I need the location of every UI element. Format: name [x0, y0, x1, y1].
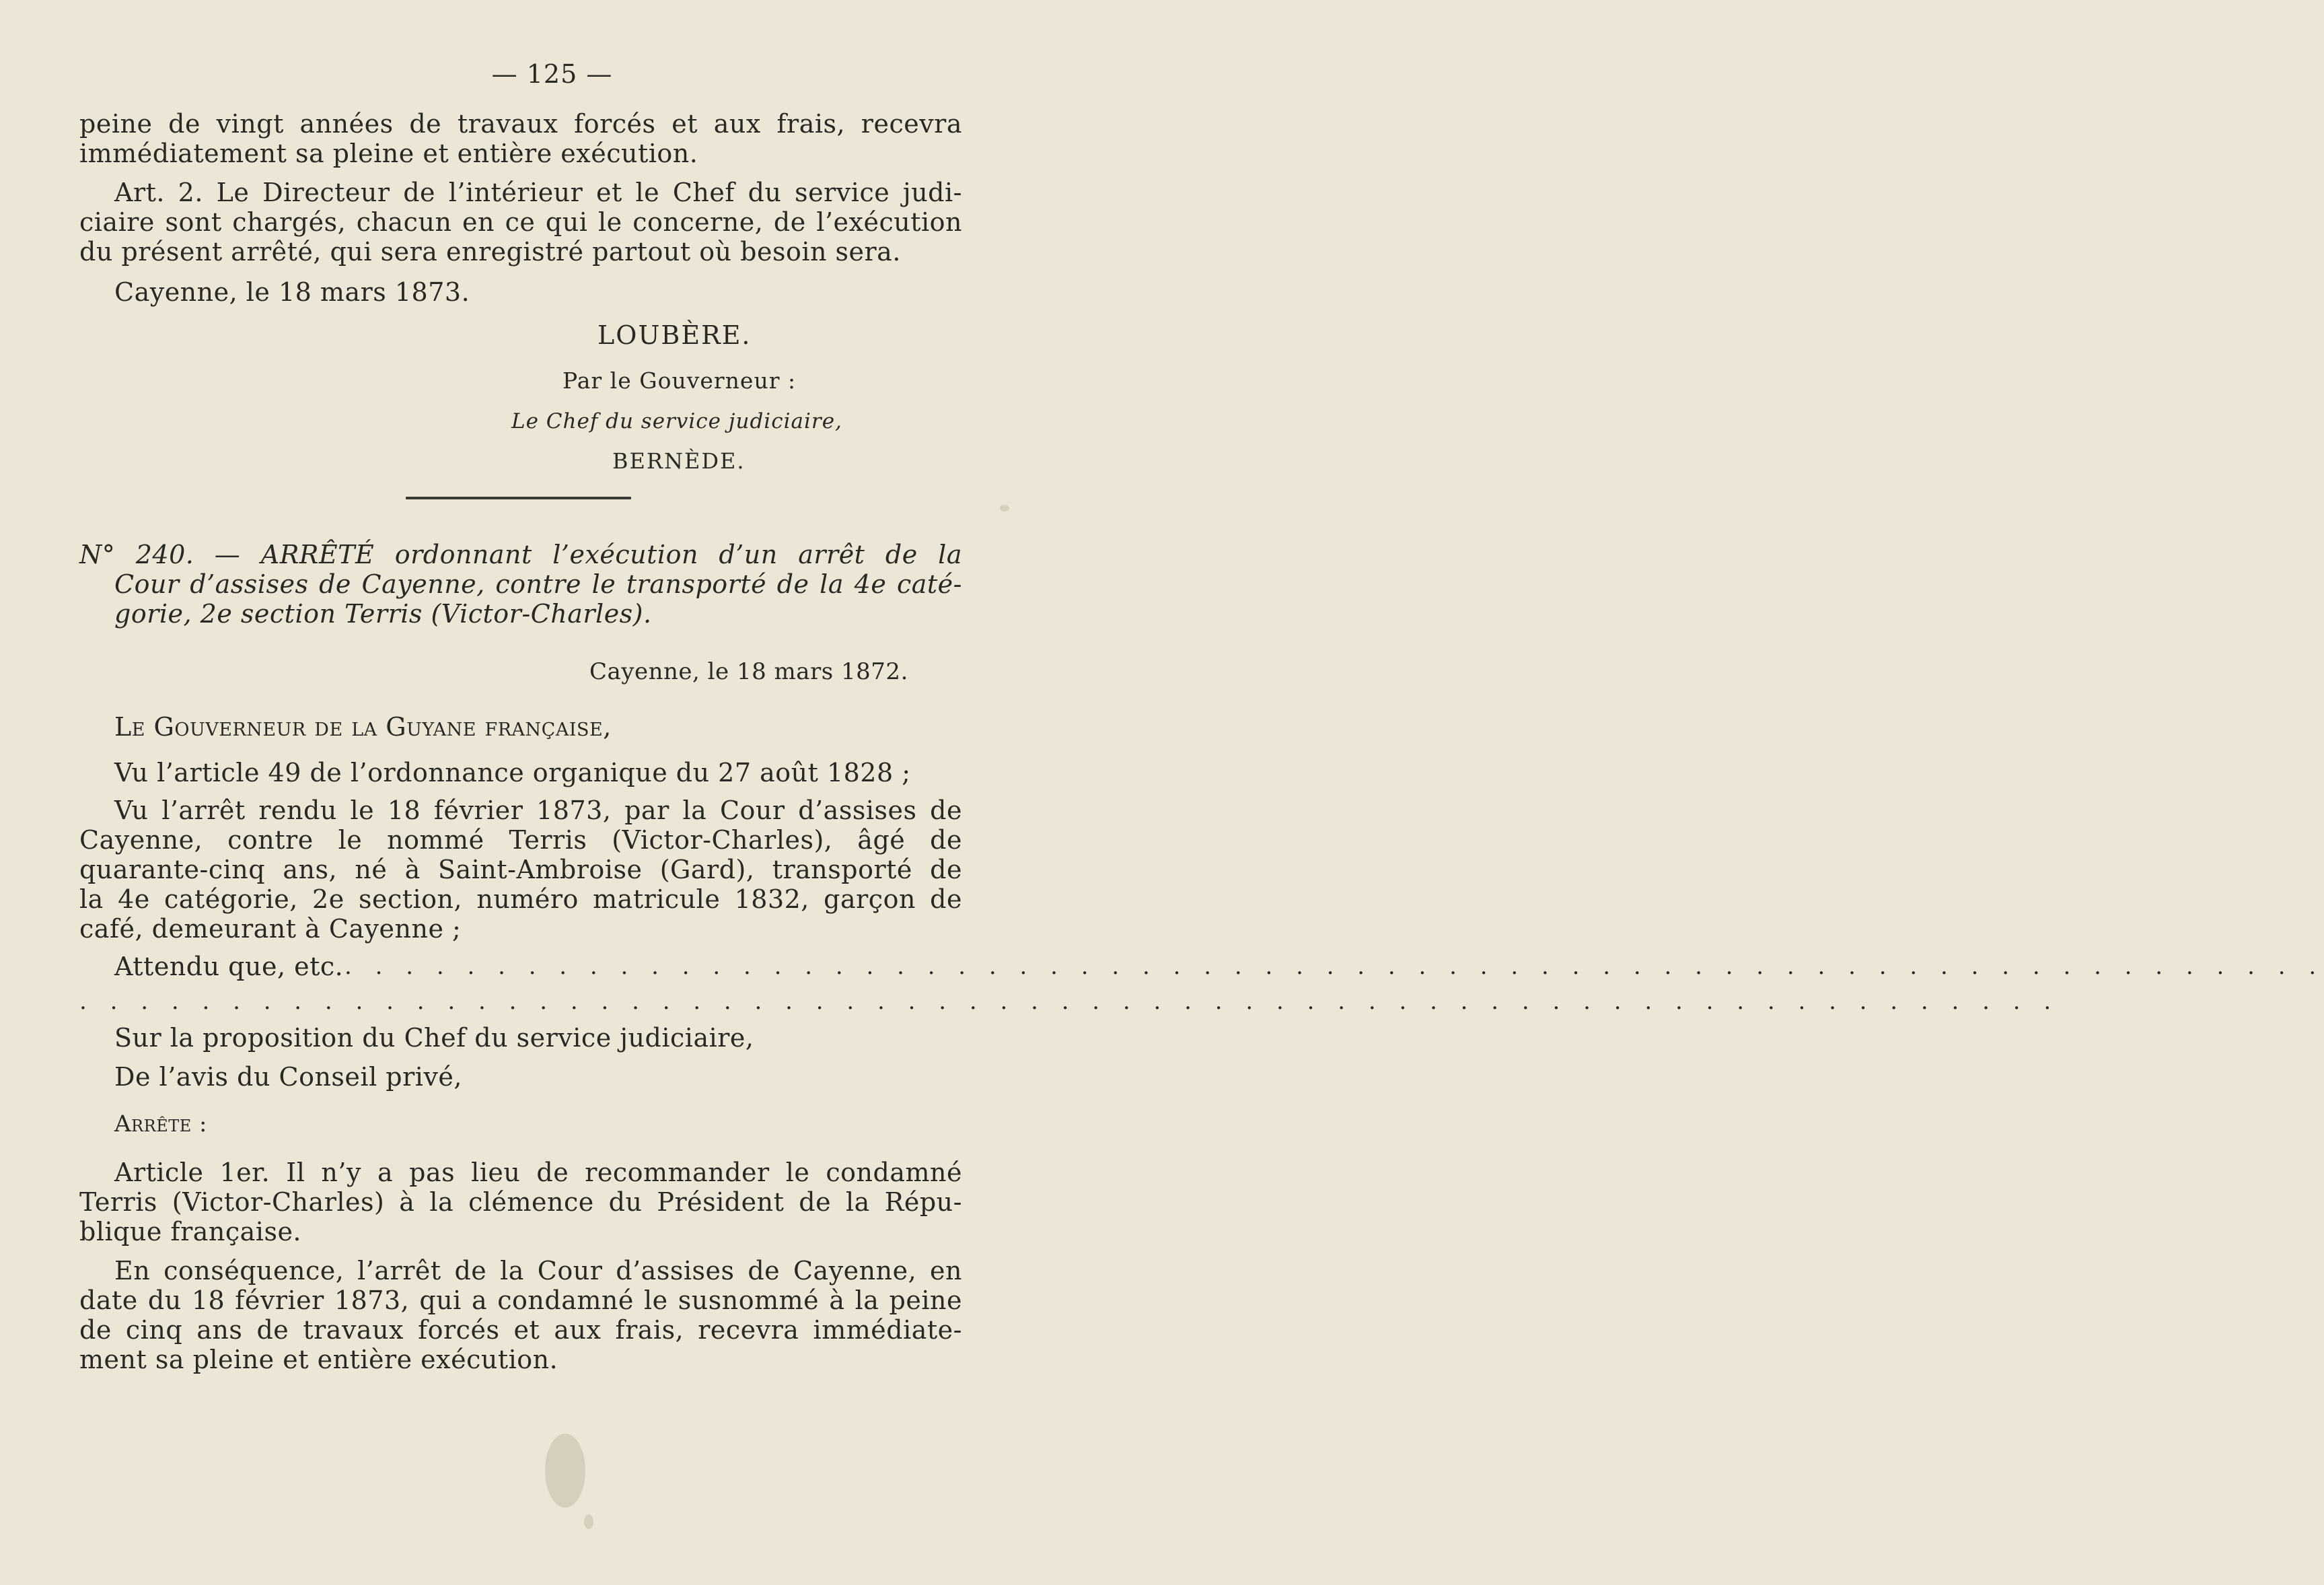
body-line: Sur la proposition du Chef du service judiciaire,	[114, 1023, 754, 1053]
signature-par-line: Par le Gouverneur :	[562, 367, 797, 394]
ellipsis-dots: . . . . . . . . . . . . . . . . . . . . . . . . . . . . . . . . . . . . . . . . . . . . . . . . . . . . . . . . . . . . . . . . .	[344, 953, 2324, 980]
decree-heading-line: gorie, 2e section Terris (Victor-Charles).	[114, 599, 652, 629]
text-line: du présent arrêté, qui sera enregistré partout où besoin sera.	[79, 237, 901, 267]
paper-stain	[1000, 505, 1009, 512]
place-date-line: Cayenne, le 18 mars 1873.	[114, 277, 470, 307]
body-line: café, demeurant à Cayenne ;	[79, 914, 462, 944]
body-line: quarante-cinq ans, né à Saint-Ambroise (Gard), transporté de	[79, 855, 962, 884]
page-number: — 125 —	[491, 59, 613, 89]
body-line: Terris (Victor-Charles) à la clémence du Président de la Répu-	[79, 1187, 962, 1217]
body-line: ment sa pleine et entière exécution.	[79, 1345, 558, 1374]
text-line: peine de vingt années de travaux forcés et aux frais, recevra	[79, 109, 962, 139]
body-line: Arrête :	[114, 1111, 208, 1137]
text-line: Art. 2. Le Directeur de l’intérieur et le Chef du service judi-	[114, 178, 962, 207]
body-line: blique française.	[79, 1217, 302, 1246]
body-line: En conséquence, l’arrêt de la Cour d’assises de Cayenne, en	[114, 1256, 962, 1285]
text-line: immédiatement sa pleine et entière exécution.	[79, 139, 698, 168]
signature-judiciary: BERNÈDE.	[612, 448, 746, 474]
body-line: la 4e catégorie, 2e section, numéro matricule 1832, garçon de	[79, 884, 962, 914]
decree-heading-line: Cour d’assises de Cayenne, contre le transporté de la 4e caté-	[114, 569, 962, 599]
ellipsis-dots: . . . . . . . . . . . . . . . . . . . . . . . . . . . . . . . . . . . . . . . . . . . . . . . . . . . . . . . . . . . . . . . . .	[79, 988, 2060, 1015]
section-divider	[406, 497, 631, 499]
decree-date: Cayenne, le 18 mars 1872.	[589, 658, 908, 685]
decree-heading-line: N° 240. — ARRÊTÉ ordonnant l’exécution d’un arrêt de la	[79, 540, 962, 569]
text-line: ciaire sont chargés, chacun en ce qui le concerne, de l’exécution	[79, 207, 962, 237]
body-line: Vu l’arrêt rendu le 18 février 1873, par la Cour d’assises de	[114, 796, 962, 825]
signature-role: Le Chef du service judiciaire,	[511, 409, 842, 433]
body-line: de cinq ans de travaux forcés et aux frais, recevra immédiate-	[79, 1315, 962, 1345]
body-line: De l’avis du Conseil privé,	[114, 1062, 462, 1092]
body-line: date du 18 février 1873, qui a condamné le susnommé à la peine	[79, 1285, 962, 1315]
signature-governor: LOUBÈRE.	[597, 320, 752, 350]
body-line: Le Gouverneur de la Guyane française,	[114, 712, 612, 742]
paper-stain	[584, 1514, 593, 1529]
body-line: Vu l’article 49 de l’ordonnance organique du 27 août 1828 ;	[114, 758, 911, 787]
body-line: Cayenne, contre le nommé Terris (Victor-Charles), âgé de	[79, 825, 962, 855]
paper-stain	[545, 1434, 585, 1508]
body-line: Article 1er. Il n’y a pas lieu de recommander le condamné	[114, 1158, 962, 1187]
body-line: Attendu que, etc.	[114, 952, 344, 981]
